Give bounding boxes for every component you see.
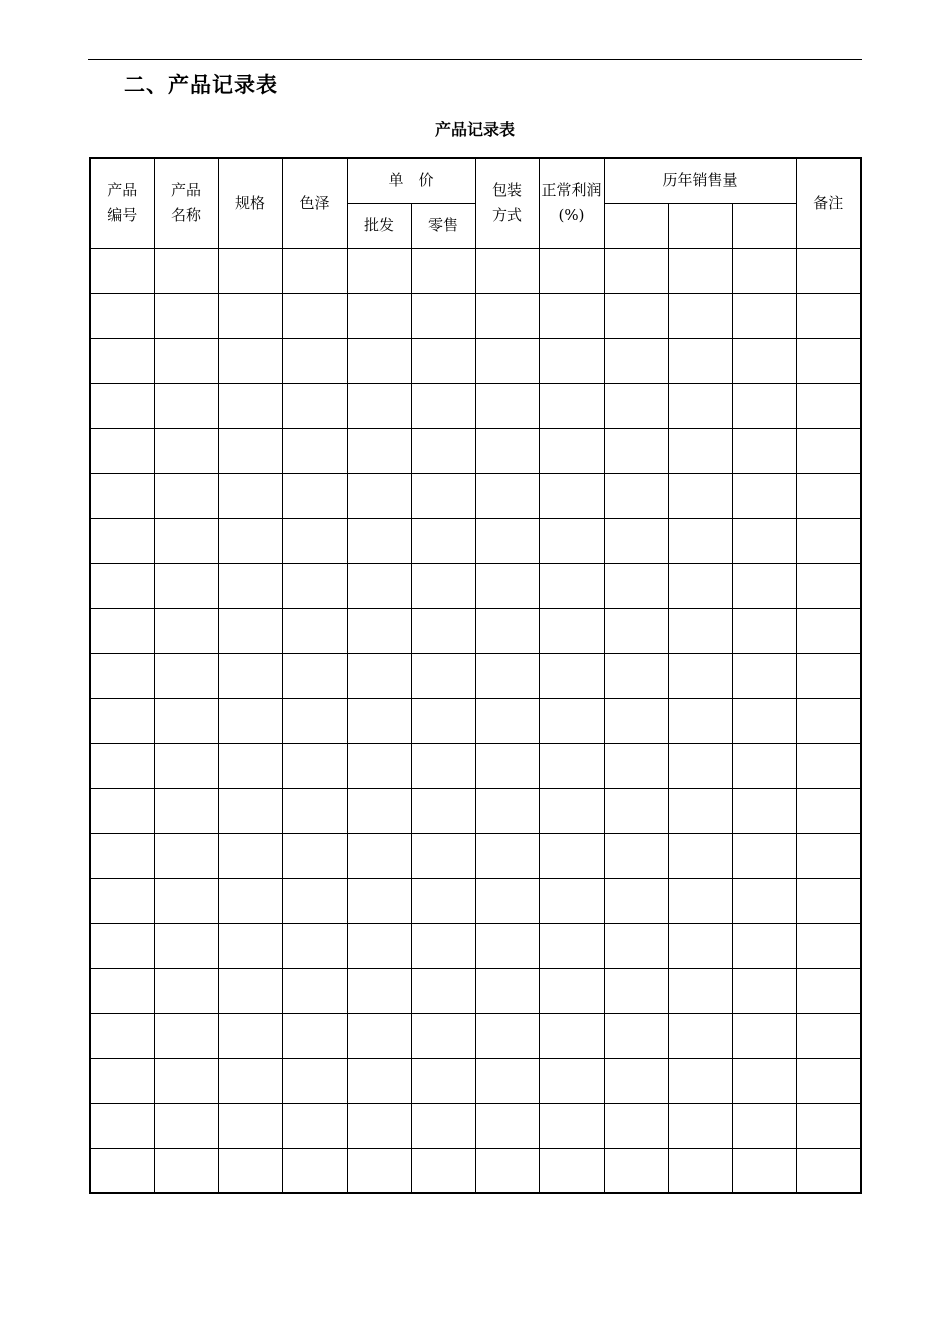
table-cell[interactable] [604,338,668,383]
table-cell[interactable] [796,1013,861,1058]
header-row-1 [90,158,861,203]
table-row [90,293,861,338]
table-row [90,653,861,698]
table-row [90,1148,861,1193]
table-row [90,383,861,428]
table-cell[interactable] [347,1058,411,1103]
table-cell[interactable] [154,788,218,833]
table-cell[interactable] [539,698,604,743]
table-cell[interactable] [668,788,732,833]
table-cell[interactable] [539,878,604,923]
table-cell[interactable] [282,968,347,1013]
table-cell[interactable] [539,293,604,338]
table-cell[interactable] [218,248,282,293]
table-cell[interactable] [796,473,861,518]
table-cell[interactable] [154,653,218,698]
table-cell[interactable] [411,608,475,653]
header-annual-sales: 历年销售量 [604,158,796,203]
table-cell[interactable] [475,1148,539,1193]
table-cell[interactable] [90,788,154,833]
table-cell[interactable] [475,383,539,428]
header-spec: 规格 [218,158,282,248]
table-cell[interactable] [732,428,796,473]
table-cell[interactable] [154,833,218,878]
table-cell[interactable] [218,1013,282,1058]
table-cell[interactable] [475,878,539,923]
table-cell[interactable] [90,608,154,653]
table-cell[interactable] [668,743,732,788]
header-color: 色泽 [282,158,347,248]
table-cell[interactable] [411,383,475,428]
table-cell[interactable] [282,788,347,833]
table-cell[interactable] [218,878,282,923]
table-cell[interactable] [90,698,154,743]
header-remarks: 备注 [796,158,861,248]
table-cell[interactable] [218,473,282,518]
table-cell[interactable] [732,1148,796,1193]
table-cell[interactable] [604,428,668,473]
table-row [90,248,861,293]
table-cell[interactable] [90,653,154,698]
table-cell[interactable] [90,338,154,383]
table-row [90,608,861,653]
table-cell[interactable] [411,968,475,1013]
table-cell[interactable] [218,1103,282,1148]
table-cell[interactable] [411,1058,475,1103]
table-cell[interactable] [347,878,411,923]
table-cell[interactable] [539,743,604,788]
table-cell[interactable] [668,1013,732,1058]
table-cell[interactable] [411,653,475,698]
table-cell[interactable] [796,968,861,1013]
table-cell[interactable] [282,1013,347,1058]
table-cell[interactable] [282,563,347,608]
table-cell[interactable] [732,878,796,923]
table-cell[interactable] [668,968,732,1013]
table-cell[interactable] [411,338,475,383]
table-cell[interactable] [347,518,411,563]
table-cell[interactable] [90,383,154,428]
table-cell[interactable] [347,428,411,473]
table-cell[interactable] [282,743,347,788]
table-cell[interactable] [411,1148,475,1193]
table-cell[interactable] [282,1058,347,1103]
table-cell[interactable] [154,878,218,923]
table-cell[interactable] [668,1058,732,1103]
table-cell[interactable] [90,518,154,563]
table-cell[interactable] [732,833,796,878]
table-cell[interactable] [282,1148,347,1193]
table-cell[interactable] [347,383,411,428]
header-retail: 零售 [411,203,475,248]
table-cell[interactable] [604,383,668,428]
table-cell[interactable] [154,1103,218,1148]
table-cell[interactable] [604,473,668,518]
table-row [90,338,861,383]
table-cell[interactable] [732,923,796,968]
table-cell[interactable] [668,563,732,608]
table-cell[interactable] [347,563,411,608]
table-cell[interactable] [154,608,218,653]
table-cell[interactable] [282,383,347,428]
table-title: 产品记录表 [434,120,515,139]
header-annual-sales-year [732,203,796,248]
table-cell[interactable] [732,1013,796,1058]
table-cell[interactable] [539,833,604,878]
table-cell[interactable] [90,428,154,473]
table-cell[interactable] [347,338,411,383]
table-row [90,743,861,788]
table-cell[interactable] [347,1148,411,1193]
table-cell[interactable] [539,563,604,608]
table-cell[interactable] [796,788,861,833]
table-cell[interactable] [475,968,539,1013]
table-body [90,248,861,1193]
table-cell[interactable] [796,923,861,968]
table-cell[interactable] [154,1058,218,1103]
table-cell[interactable] [411,833,475,878]
table-cell[interactable] [347,923,411,968]
table-cell[interactable] [282,698,347,743]
table-cell[interactable] [90,1103,154,1148]
table-cell[interactable] [539,1058,604,1103]
table-cell[interactable] [668,608,732,653]
table-cell[interactable] [154,518,218,563]
table-cell[interactable] [90,563,154,608]
table-cell[interactable] [218,833,282,878]
table-cell[interactable] [539,518,604,563]
table-cell[interactable] [475,833,539,878]
table-cell[interactable] [218,383,282,428]
table-cell[interactable] [347,248,411,293]
table-cell[interactable] [475,608,539,653]
table-row [90,518,861,563]
table-cell[interactable] [90,1013,154,1058]
table-cell[interactable] [218,1148,282,1193]
table-cell[interactable] [218,788,282,833]
table-cell[interactable] [475,1103,539,1148]
table-cell[interactable] [539,968,604,1013]
table-cell[interactable] [475,293,539,338]
table-cell[interactable] [90,968,154,1013]
header-product-code: 产品编号 [90,158,154,248]
table-cell[interactable] [282,248,347,293]
table-cell[interactable] [604,743,668,788]
table-cell[interactable] [218,698,282,743]
table-cell[interactable] [347,833,411,878]
table-cell[interactable] [604,1148,668,1193]
table-cell[interactable] [668,473,732,518]
table-cell[interactable] [411,248,475,293]
table-cell[interactable] [218,518,282,563]
table-cell[interactable] [604,698,668,743]
table-cell[interactable] [218,608,282,653]
header-annual-sales-year [604,203,668,248]
table-cell[interactable] [154,1148,218,1193]
table-cell[interactable] [539,1013,604,1058]
table-cell[interactable] [732,338,796,383]
table-cell[interactable] [282,428,347,473]
top-rule [88,59,862,60]
table-cell[interactable] [154,248,218,293]
header-product-name: 产品名称 [154,158,218,248]
table-cell[interactable] [154,383,218,428]
table-cell[interactable] [668,878,732,923]
table-cell[interactable] [347,608,411,653]
table-cell[interactable] [539,473,604,518]
table-cell[interactable] [796,383,861,428]
table-cell[interactable] [604,1013,668,1058]
table-header [90,158,861,248]
table-cell[interactable] [796,428,861,473]
header-unit-price: 单 价 [347,158,475,203]
table-cell[interactable] [796,1103,861,1148]
table-cell[interactable] [732,383,796,428]
table-cell[interactable] [154,1013,218,1058]
table-cell[interactable] [732,563,796,608]
table-cell[interactable] [732,473,796,518]
table-cell[interactable] [604,563,668,608]
table-cell[interactable] [796,608,861,653]
table-cell[interactable] [796,338,861,383]
table-cell[interactable] [218,563,282,608]
table-cell[interactable] [796,248,861,293]
table-cell[interactable] [475,653,539,698]
table-cell[interactable] [604,518,668,563]
header-annual-sales-year [668,203,732,248]
table-cell[interactable] [411,293,475,338]
table-cell[interactable] [90,473,154,518]
table-cell[interactable] [218,923,282,968]
table-cell[interactable] [732,1058,796,1103]
table-cell[interactable] [668,1148,732,1193]
table-cell[interactable] [154,338,218,383]
table-cell[interactable] [90,923,154,968]
table-cell[interactable] [218,1058,282,1103]
table-cell[interactable] [347,1013,411,1058]
table-cell[interactable] [347,743,411,788]
table-cell[interactable] [475,563,539,608]
table-cell[interactable] [796,878,861,923]
table-cell[interactable] [796,653,861,698]
table-cell[interactable] [90,743,154,788]
table-cell[interactable] [668,518,732,563]
table-cell[interactable] [796,293,861,338]
table-cell[interactable] [347,788,411,833]
table-cell[interactable] [411,698,475,743]
header-wholesale: 批发 [347,203,411,248]
table-cell[interactable] [604,653,668,698]
header-normal-profit: 正常利润(%) [539,158,604,248]
table-cell[interactable] [604,788,668,833]
table-cell[interactable] [604,833,668,878]
table-cell[interactable] [154,968,218,1013]
table-cell[interactable] [732,743,796,788]
table-cell[interactable] [154,563,218,608]
table-cell[interactable] [347,698,411,743]
table-cell[interactable] [218,338,282,383]
table-cell[interactable] [475,1013,539,1058]
table-cell[interactable] [668,1103,732,1148]
table-cell[interactable] [282,653,347,698]
table-row [90,563,861,608]
table-cell[interactable] [732,248,796,293]
table-cell[interactable] [282,878,347,923]
table-cell[interactable] [411,878,475,923]
table-cell[interactable] [668,833,732,878]
table-cell[interactable] [411,743,475,788]
table-cell[interactable] [475,923,539,968]
table-cell[interactable] [604,1103,668,1148]
table-cell[interactable] [604,923,668,968]
table-cell[interactable] [347,293,411,338]
table-cell[interactable] [732,518,796,563]
table-cell[interactable] [796,563,861,608]
table-cell[interactable] [282,293,347,338]
table-row [90,473,861,518]
table-row [90,1013,861,1058]
table-cell[interactable] [218,293,282,338]
table-cell[interactable] [539,653,604,698]
table-cell[interactable] [282,608,347,653]
table-cell[interactable] [411,1013,475,1058]
table-cell[interactable] [411,923,475,968]
table-cell[interactable] [475,428,539,473]
table-row [90,923,861,968]
table-cell[interactable] [668,428,732,473]
table-row [90,878,861,923]
table-cell[interactable] [668,653,732,698]
table-cell[interactable] [475,518,539,563]
table-cell[interactable] [218,428,282,473]
table-cell[interactable] [796,1148,861,1193]
table-cell[interactable] [218,743,282,788]
table-cell[interactable] [604,968,668,1013]
table-row [90,698,861,743]
table-cell[interactable] [539,1103,604,1148]
table-cell[interactable] [604,248,668,293]
table-cell[interactable] [539,1148,604,1193]
table-cell[interactable] [668,698,732,743]
table-cell[interactable] [668,923,732,968]
table-cell[interactable] [539,788,604,833]
table-cell[interactable] [475,743,539,788]
table-cell[interactable] [475,1058,539,1103]
table-cell[interactable] [475,248,539,293]
table-cell[interactable] [604,293,668,338]
section-heading: 二、产品记录表 [124,73,278,97]
table-cell[interactable] [475,473,539,518]
table-cell[interactable] [475,338,539,383]
table-cell[interactable] [347,1103,411,1148]
table-cell[interactable] [668,383,732,428]
table-cell[interactable] [539,923,604,968]
table-row [90,968,861,1013]
table-cell[interactable] [796,743,861,788]
table-row [90,428,861,473]
table-cell[interactable] [154,428,218,473]
table-row [90,1058,861,1103]
table-cell[interactable] [218,653,282,698]
table-cell[interactable] [411,428,475,473]
table-cell[interactable] [347,968,411,1013]
table-cell[interactable] [732,1103,796,1148]
table-cell[interactable] [282,833,347,878]
table-cell[interactable] [539,608,604,653]
table-cell[interactable] [282,473,347,518]
table-row [90,788,861,833]
table-cell[interactable] [347,473,411,518]
table-cell[interactable] [732,293,796,338]
table-cell[interactable] [604,878,668,923]
table-cell[interactable] [282,338,347,383]
table-cell[interactable] [604,608,668,653]
table-cell[interactable] [154,293,218,338]
table-cell[interactable] [732,968,796,1013]
table-row [90,833,861,878]
table-cell[interactable] [539,338,604,383]
product-record-table [89,157,862,1194]
table-cell[interactable] [668,248,732,293]
table-cell[interactable] [90,878,154,923]
table-cell[interactable] [411,1103,475,1148]
table-cell[interactable] [154,743,218,788]
table-cell[interactable] [90,293,154,338]
table-cell[interactable] [90,1148,154,1193]
table-cell[interactable] [668,338,732,383]
table-cell[interactable] [411,473,475,518]
table-cell[interactable] [90,833,154,878]
table-cell[interactable] [411,518,475,563]
table-cell[interactable] [732,788,796,833]
table-cell[interactable] [347,653,411,698]
table-cell[interactable] [154,473,218,518]
table-cell[interactable] [796,698,861,743]
table-row [90,1103,861,1148]
table-cell[interactable] [732,653,796,698]
table-cell[interactable] [796,518,861,563]
table-cell[interactable] [154,698,218,743]
header-packaging: 包装方式 [475,158,539,248]
table-cell[interactable] [218,968,282,1013]
table-cell[interactable] [90,1058,154,1103]
table-cell[interactable] [668,293,732,338]
table-cell[interactable] [411,788,475,833]
table-cell[interactable] [411,563,475,608]
table-cell[interactable] [154,923,218,968]
table-cell[interactable] [282,1103,347,1148]
table-cell[interactable] [282,518,347,563]
table-cell[interactable] [732,608,796,653]
table-cell[interactable] [732,698,796,743]
table-cell[interactable] [282,923,347,968]
table-cell[interactable] [604,1058,668,1103]
table-cell[interactable] [539,428,604,473]
table-cell[interactable] [796,1058,861,1103]
table-cell[interactable] [90,248,154,293]
table-cell[interactable] [539,383,604,428]
table-cell[interactable] [539,248,604,293]
table-cell[interactable] [475,788,539,833]
table-cell[interactable] [796,833,861,878]
table-cell[interactable] [475,698,539,743]
